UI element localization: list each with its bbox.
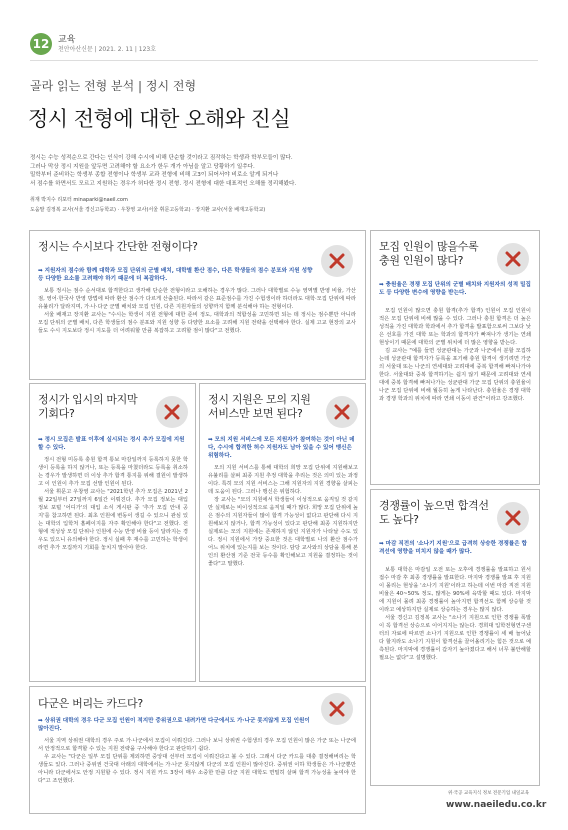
- publication-info: 천안아산신문 | 2021. 2. 11 | 123호: [58, 46, 157, 53]
- myth-box-simple: [29, 230, 366, 380]
- myth-question: 정시는 수시보다 간단한 전형이다?: [38, 240, 198, 253]
- false-x-icon: [497, 243, 529, 275]
- footer-url[interactable]: www.naeiledu.co.kr: [446, 800, 547, 810]
- myth-answer: ➡ 지원자의 점수와 함께 대학과 모집 단위의 군별 배치, 대학별 환산 점수, 다른 학생들의 점수 분포와 지원 성향 등 다양한 요소를 고려해야 하기 때문에 더 복잡하다.: [38, 268, 313, 283]
- false-x-icon: [321, 245, 353, 277]
- section-label: 교육: [58, 35, 76, 45]
- myth-question: 모집 인원이 많을수록 충원 인원이 많다?: [379, 240, 479, 267]
- myth-question: 경쟁률이 높으면 합격선도 높다?: [379, 499, 489, 526]
- body-paragraph: 정시 전형 미등록 충원 합격 통보 마감일까지 등록하지 못한 학생이 등록을 하지 않거나, 또는 등록을 마쳤더라도 등록을 취소하는 경우가 발생하면 더 이상 추가 합격 통지를 위해 결원이 발생하고 이 인원이 추가 모집 선발 인원이 된다.: [38, 457, 188, 487]
- myth-body: [38, 737, 356, 785]
- byline: 취재 박지수 리포터 minaparki@naeil.com: [30, 197, 128, 203]
- body-paragraph: 서울 지역 상위권 대학의 경우 주로 가·나군에서 모집이 이뤄진다. 그러나 보니 상위권 수험생의 경우 모집 인원이 많은 가군 또는 나군에서 안정적으로 합격할 수 있는 지원 전략을 구사해야 한다고 판단하기 쉽다.: [38, 738, 356, 752]
- body-paragraph: 김 교사는 "예를 들면 성균관대는 가군과 나군에서 분할 모집하는데 성균관대 합격자가 등록을 포기해 충원 합격이 생기려면 가군의 서울대 또는 나군의 연세대와 고려대에 중복 합격해 빠져나가야 한다. 서울대와 중복 합격하기는 쉽지 않기 때문에 고려대와 연세대에 중복 합격해 빠져나가는 성균관대 가군 모집 단위의 충원율이 나군 모집 단위에 비해 월등히 높게 나타난다. 충원율은 경쟁 대학과 경쟁 학과의 위치에 따라 연쇄 이동이 관건"이라고 강조했다.: [379, 348, 531, 402]
- body-paragraph: 보통 대학은 마감일 오전 또는 오후에 경쟁률을 발표하고 원서 접수 마감 후 최종 경쟁률을 발표한다. 마지막 경쟁률 발표 후 지원이 몰리는 현상을 '소나기 지원'이라고 하는데 이번 마감 직전 지원 비율은 40~50% 정도, 많게는 90%에 육박할 때도 있다. 마지막에 지원이 몰려 최종 경쟁률이 높아지면 합격선도 함께 상승할 것이라고 예상하지만 실제로 상승하는 경우는 많지 않다.: [379, 567, 531, 613]
- intro-line: 서 점수를 하면서도 모르고 지원하는 경우가 허다한 정시 전형. 정시 전형에 대한 대표적인 오해를 정리해봤다.: [30, 180, 297, 187]
- myth-body: [379, 566, 531, 662]
- body-paragraph: 서울 경신고 김정복 교사는 "소나기 지원으로 인한 경쟁률 폭발이 꼭 합격선 상승으로 이어지지는 않는다. 경희대 입학전형연구센터의 자료에 따르면 소나기 지원으로 인한 경쟁률이 세 배 늘어났다 할지라도 소나기 지원이 합격선을 끌어올리기는 힘든 것으로 예측된다. 마지막에 경쟁률이 갑자기 높아졌다고 해서 너무 불안해할 필요는 없다"고 설명했다.: [379, 615, 531, 661]
- body-paragraph: 서울 배재고 장지환 교사는 "수시는 학생이 지원 전형에 대한 준비 정도, 대학과의 적합성을 고민하면 되는 데 정시는 점수뿐만 아니라 모집 단위의 군별 배치, 다른 학생들의 점수 분포와 지원 성향 등 다양한 요소를 고려해 지원 전략을 선택해야 한다. 실제 고교 현장의 교사들도 수시 지도보다 정시 지도를 더 어려워할 만큼 복잡하고 고려할 점이 많다"고 전했다.: [38, 312, 356, 334]
- myth-answer: ➡ 정시 모집은 발표 이후에 실시되는 정시 추가 모집에 지원할 수 있다.: [38, 437, 185, 452]
- myth-body: [38, 456, 188, 552]
- myth-answer: ➡ 충원율은 경쟁 모집 단위의 군별 배치와 지원자의 성적 밀집도 등 다양한 변수에 영향을 받는다.: [379, 282, 531, 297]
- intro-line: 정시는 수능 성적순으로 간다는 인식이 강해 수시에 비해 단순할 것이라고 짐작하는 학생과 학부모들이 많다.: [30, 155, 293, 161]
- body-paragraph: 장 교사는 "모의 지원에서 학생들이 이성적으로 움직일 것 같지만 실제로는 비이성적으로 움직일 때가 많다. 희망 모집 단위에 높은 점수의 지원자들이 많이 합격 가능성이 없다고 판단해 다시 지원해보지 않거나, 합격 가능성이 있다고 판단해 최종 지원하지만 실제로는 모의 지원에는 존재하지 않던 지원자가 나타날 수도 있다. 정시 지원에서 가장 중요한 것은 대학별로 나의 환산 점수가 어느 위치에 있는지를 보는 것이다. 담당 교사와의 상담을 통해 본인의 환산점 기준 전국 등수를 확인해보고 지원을 결정하는 것이 좋다"고 말했다.: [208, 497, 358, 567]
- myth-question: 정시가 입시의 마지막 기회다?: [38, 393, 138, 420]
- myth-box-last-chance: [29, 383, 196, 682]
- myth-body: [208, 464, 358, 568]
- myth-box-mock-application: [199, 383, 366, 682]
- intro-line: 그러나 막상 정시 지원을 앞두면 고려해야 할 요소가 한두 개가 아님을 알고 당황하기 일쑤다.: [30, 163, 255, 170]
- myth-box-recruitment: [370, 230, 540, 485]
- myth-box-competition: [370, 489, 540, 786]
- body-paragraph: 모의 지원 서비스를 통해 대학의 희망 모집 단위에 지원해보고 유불리를 살펴 최종 지원 추정 대학을 추리는 것은 의미 있는 과정이다. 특히 모의 지원 서비스는 그해 지원자의 지원 경향을 살피는 데 도움이 된다. 그러나 맹신은 위험하다.: [208, 465, 358, 495]
- body-paragraph: 모집 인원이 많으면 충원 합격(추가 합격) 인원이 모집 인원이 적은 모집 단위에 비해 많을 수 있다. 그러나 충원 합격은 더 높은 성적을 가진 대학과 학과에서 추가 합격을 발표함으로써 그보다 낮은 선호를 가진 대학 또는 학과의 합격자가 빠져나가 생기는 연쇄 현상이기 때문에 대학의 군별 위치에 더 많은 영향을 받는다.: [379, 308, 531, 346]
- false-x-icon: [497, 502, 529, 534]
- series-label: 골라 읽는 전형 분석 | 정시 전형: [30, 79, 197, 93]
- false-x-icon: [321, 693, 353, 725]
- article-intro: [30, 154, 535, 188]
- body-paragraph: 서울 휘문고 우창영 교사는 "2021학년 추가 모집은 2021년 2월 22일부터 27일까지 6일간 이뤄진다. 추가 모집 정보는 대입 정보 포털 '어디가'의 대입 소식 게시판 중 '추가 모집 안내 공지'를 참고하면 된다. 최초 인원에 변동이 생길 수 있으니 관심 있는 대학의 입학처 홈페이지를 자주 확인해야 한다"고 전했다. 전형에 적성상 모집 단위나 인원에 수능 반영 비율 등이 달라지는 경우도 있으니 유의해야 한다. 정시 실패 후 재수를 고민하는 학생이라면 추가 모집까지 기회를 놓치지 말아야 한다.: [38, 489, 188, 551]
- myth-answer: ➡ 마감 직전의 '소나기 지원'으로 급격히 상승한 경쟁률은 합격선에 영향을 미치지 않을 때가 많다.: [379, 541, 527, 556]
- false-x-icon: [326, 396, 358, 428]
- body-paragraph: 우 교사는 "다군은 일부 모집 단위를 제외하면 중앙대 선부터 모집이 이뤄진다고 볼 수 있다. 그래서 다군 카드를 대충 결정해버리는 학생들도 있다. 그러나 중위권 건국대 아래의 대학에서는 가·나군 못지않게 다군의 모집 인원이 많아진다. 중위권 이하 학생들은 가·나군뿐만 아니라 다군에서도 안정 지원할 수 있다. 정시 지원 카드 3장이 매우 소중한 만큼 다군 지원 대학도 면밀히 살펴 합격 가능성을 높여야 한다"고 조언했다.: [38, 754, 356, 784]
- myth-answer: ➡ 상위권 대학의 경우 다군 모집 인원이 적지만 중위권으로 내려가면 다군에서도 가·나군 못지않게 모집 인원이 많아진다.: [38, 718, 310, 733]
- myth-box-group-da: [29, 686, 366, 814]
- false-x-icon: [156, 396, 188, 428]
- myth-question: 정시 지원은 모의 지원 서비스만 보면 된다?: [208, 393, 311, 420]
- header-divider: [30, 60, 538, 61]
- body-paragraph: 보통 정시는 점수 순서대로 합격한다고 생각해 단순한 전형이라고 오해하는 경우가 많다. 그러나 대학별로 수능 영역별 반영 비율, 가산점, 영어·한국사 반영 방법에 따라 환산 점수가 다르게 산출된다. 따라서 같은 표준점수를 가진 수험생이라 하더라도 대학·모집 단위에 따라 유불리가 달라지며, 가·나·다군 군별 배치와 모집 인원, 다른 지원자들의 성향까지 함께 분석해야 하는 전형이다.: [38, 288, 356, 310]
- contributors: 도움말 김정복 교사(서울 경신고등학교) · 우창영 교사(서울 휘문고등학교) · 장지환 교사(서울 배재고등학교): [30, 207, 266, 213]
- intro-line: 밀학부터 준비하는 학생부 종합 전형이나 학생부 교과 전형에 비해 고3이 되어서야 비로소 알게 되거나: [30, 172, 279, 179]
- footer-credit: 위·국공 교육지식 정보 전문기업 내일교육: [448, 791, 530, 796]
- article-title: 정시 전형에 대한 오해와 진실: [28, 107, 291, 131]
- myth-body: [379, 307, 531, 403]
- myth-question: 다군은 버리는 카드다?: [38, 697, 143, 710]
- page-number: 12: [30, 33, 52, 55]
- myth-answer: ➡ 모의 지원 서비스에 모든 지원자가 참여하는 것이 아닌 데다, 수시에 합격한 허수 지원자도 남아 있을 수 있어 맹신은 위험하다.: [208, 437, 355, 460]
- myth-body: [38, 287, 356, 335]
